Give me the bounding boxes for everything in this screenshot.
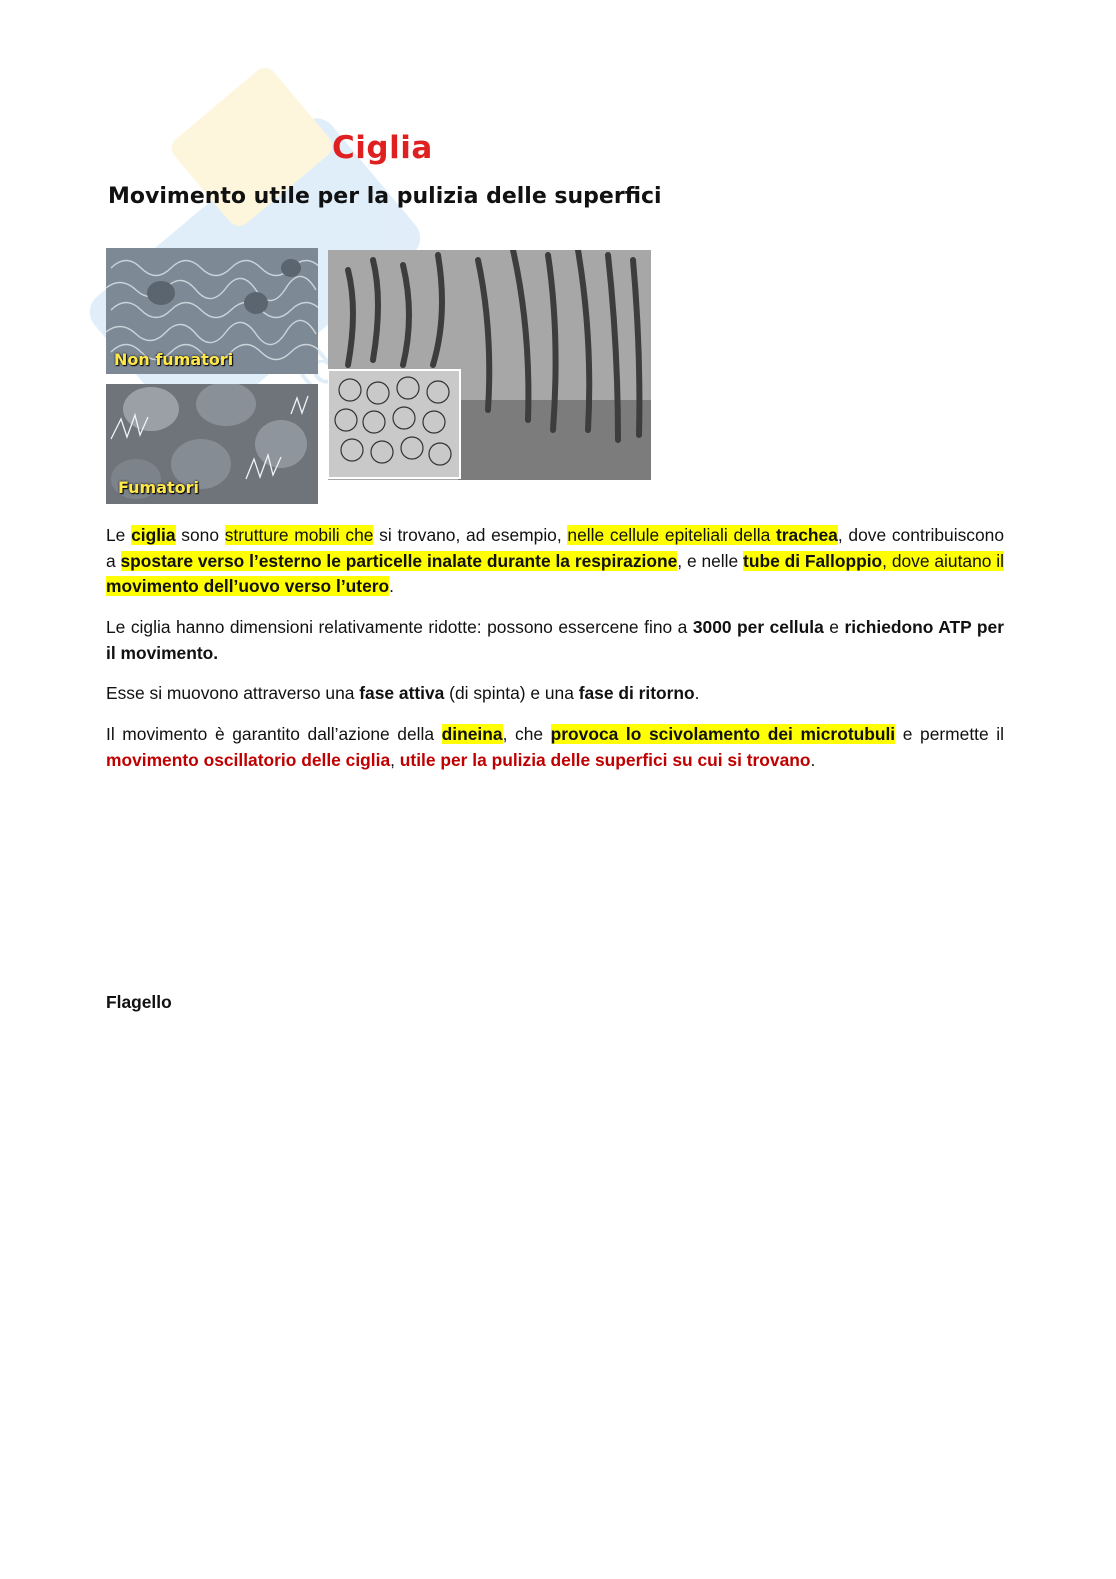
term-trachea: trachea <box>775 525 838 545</box>
text-run: . <box>694 683 700 703</box>
highlight-run: strutture mobili che <box>224 525 374 545</box>
paragraph-intro <box>106 523 1004 600</box>
bold-run: richiedono ATP per il movimento. <box>106 617 1004 663</box>
text-run: Le <box>106 525 132 545</box>
caption-smokers: Fumatori <box>118 478 200 497</box>
micrograph-non-smokers <box>106 248 318 374</box>
text-run: , e nelle <box>677 550 744 571</box>
text-run: e <box>823 617 845 637</box>
caption-non-smokers: Non fumatori <box>114 350 234 369</box>
text-run: , dove contribuiscono a <box>106 525 1005 571</box>
highlight-run: movimento dell’uovo verso l’utero <box>106 576 390 596</box>
text-run: (di spinta) e una <box>444 683 579 703</box>
text-run: . <box>389 576 394 596</box>
micrograph-smokers <box>106 384 318 504</box>
text-run: sono <box>175 525 225 545</box>
text-run: e permette il <box>895 724 1005 744</box>
bold-run: fase attiva <box>359 683 445 703</box>
figure-subtitle: Movimento utile per la pulizia delle superfici <box>108 184 662 209</box>
figure-title: Ciglia <box>332 130 433 166</box>
section-heading-flagello: Flagello <box>106 992 172 1012</box>
highlight-run: , dove aiutano il <box>882 550 1005 571</box>
text-run: , che <box>502 724 551 744</box>
paragraph-dynein <box>106 722 1004 773</box>
red-run: utile per la pulizia delle superfici su cui si trovano <box>399 749 811 770</box>
paragraph-phases <box>106 681 1004 707</box>
text-run: Esse si muovono attraverso una <box>106 683 360 703</box>
cilia-figure <box>106 118 662 504</box>
term-ciglia: ciglia <box>131 525 176 545</box>
bold-run: 3000 per cellula <box>692 617 824 637</box>
text-run: , <box>390 749 400 770</box>
highlight-run: spostare verso l’esterno le particelle inalate durante la respirazione <box>120 550 678 571</box>
term-dineina: dineina <box>441 724 503 744</box>
paragraph-dimensions <box>106 615 1004 666</box>
micrograph-tem-cilia <box>328 250 651 480</box>
text-run: si trovano, ad esempio, <box>373 525 568 545</box>
text-run: . <box>810 749 816 770</box>
highlight-run: provoca lo scivolamento dei microtubuli <box>550 724 896 744</box>
term-tube-di-falloppio: tube di Falloppio <box>743 550 883 571</box>
bold-run: fase di ritorno <box>578 683 695 703</box>
text-run: Il movimento è garantito dall’azione della <box>106 724 442 744</box>
red-run: movimento oscillatorio delle ciglia <box>106 749 391 770</box>
highlight-run: nelle cellule epiteliali della <box>567 525 776 545</box>
text-run: Le ciglia hanno dimensioni relativamente ridotte: possono essercene fino a <box>106 617 693 637</box>
